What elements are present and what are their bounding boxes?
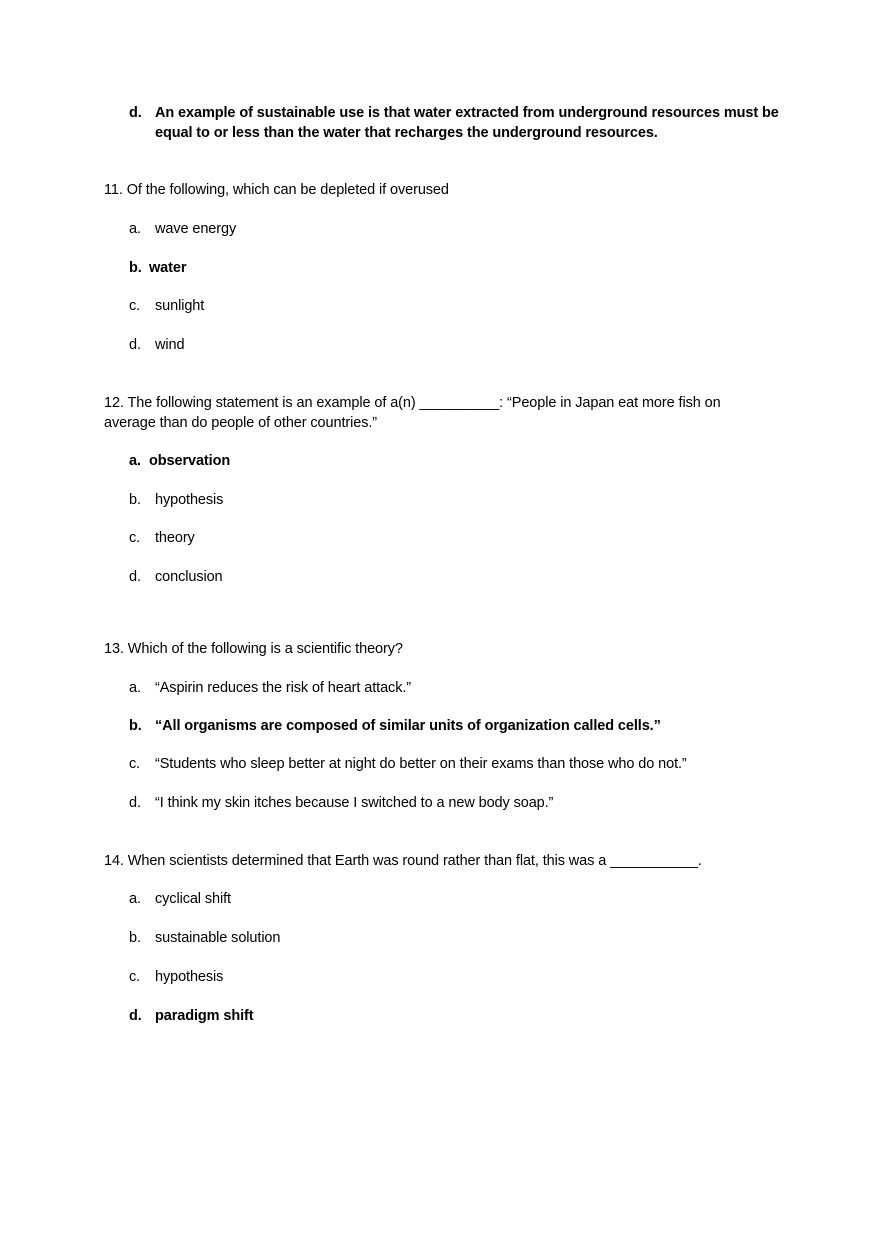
q12-stem-line-2: average than do people of other countries.” [104, 415, 377, 431]
q12-option-b-text: hypothesis [155, 492, 224, 508]
q11-option-b-letter: b. [129, 260, 142, 276]
q13-stem: 13. Which of the following is a scientific theory? [104, 641, 403, 657]
q11-option-a-letter: a. [129, 221, 141, 237]
q14-option-a-text: cyclical shift [155, 891, 231, 907]
q12-option-a-letter: a. [129, 453, 141, 469]
q14-option-c-letter: c. [129, 969, 141, 985]
q12-option-c-letter: c. [129, 530, 141, 546]
q13-option-b-text: “All organisms are composed of similar units of organization called cells.” [155, 718, 661, 734]
q12-option-c-text: theory [155, 530, 195, 546]
q12-option-a-text: observation [149, 453, 231, 469]
q14-stem: 14. When scientists determined that Earth was round rather than flat, this was a ___________. [104, 853, 702, 869]
q10-option-d-letter: d. [129, 105, 142, 121]
q14-option-d-text: paradigm shift [155, 1008, 254, 1024]
q11-option-d-letter: d. [129, 337, 141, 353]
q11-option-a-text: wave energy [155, 221, 237, 237]
q14-option-b-letter: b. [129, 930, 141, 946]
q12-option-d-letter: d. [129, 569, 141, 585]
q12-option-b-letter: b. [129, 492, 141, 508]
q13-option-b-letter: b. [129, 718, 142, 734]
q11-option-b-text: water [149, 260, 187, 276]
q14-option-d-letter: d. [129, 1008, 142, 1024]
q14-option-a-letter: a. [129, 891, 141, 907]
q12-stem-line-1: 12. The following statement is an example of a(n) __________: “People in Japan eat more fish on [104, 395, 721, 411]
q11-option-d-text: wind [155, 337, 185, 353]
q13-option-c-text: “Students who sleep better at night do better on their exams than those who do not.” [155, 756, 687, 772]
q10-option-d-text: An example of sustainable use is that water extracted from underground resources must be equal to or less than the water that recharges the underground resources. [155, 105, 779, 141]
q13-option-d-letter: d. [129, 795, 141, 811]
q13-option-c-letter: c. [129, 756, 141, 772]
q13-option-a-letter: a. [129, 680, 141, 696]
q13-option-d-text: “I think my skin itches because I switched to a new body soap.” [155, 795, 554, 811]
q11-stem: 11. Of the following, which can be depleted if overused [104, 182, 449, 198]
q13-option-a-text: “Aspirin reduces the risk of heart attack.” [155, 680, 411, 696]
q12-option-d-text: conclusion [155, 569, 223, 585]
q11-option-c-text: sunlight [155, 298, 205, 314]
q14-option-b-text: sustainable solution [155, 930, 281, 946]
q11-option-c-letter: c. [129, 298, 141, 314]
q14-option-c-text: hypothesis [155, 969, 224, 985]
